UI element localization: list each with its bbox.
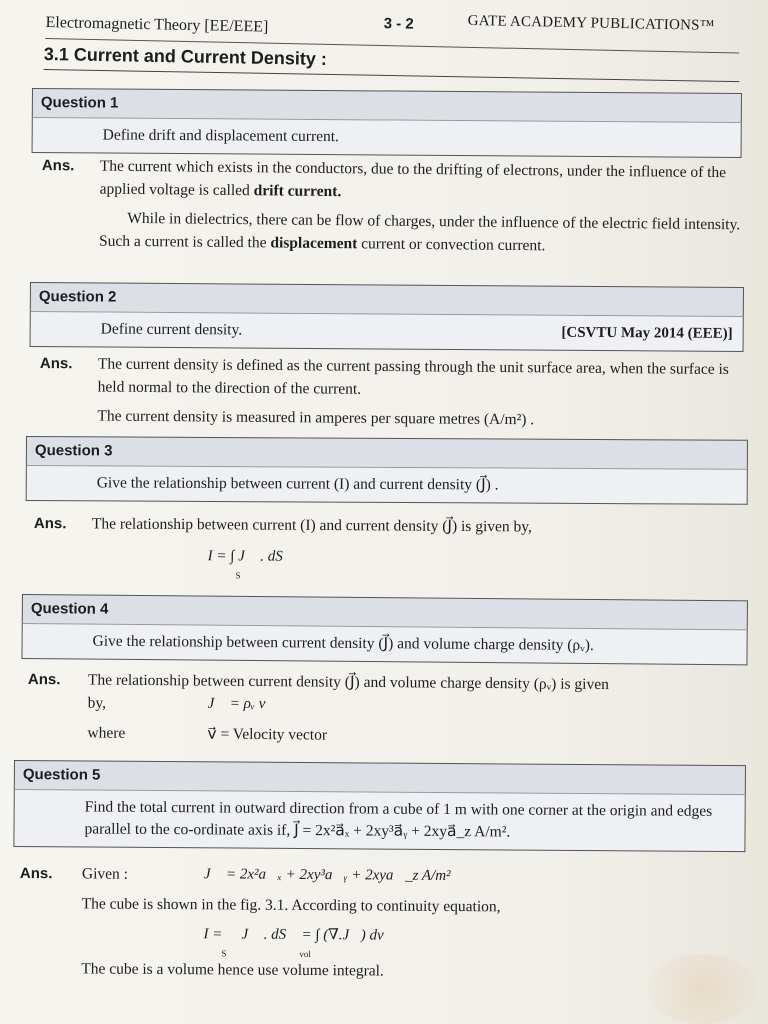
answer-2-label: Ans. — [39, 354, 73, 373]
paper-stain — [648, 954, 758, 1024]
answer-5-given-line — [82, 862, 746, 893]
answer-3-equation — [207, 544, 744, 581]
question-3-box — [26, 436, 748, 505]
answer-5-given-label: Given : — [81, 865, 129, 883]
question-4-label: Question 4 — [22, 594, 748, 629]
answer-4-where: where — [87, 724, 126, 742]
answer-2-para-1: The current density is defined as the current passing through the unit surface area, when the surface is held normal to the direction of the current. — [97, 355, 729, 398]
question-5-text: Find the total current in outward direction from a cube of 1 m with one corner at the origin and edges parallel to the co-ordinate axis if, J⃗ = 2x²a⃗ₓ + 2xy³a⃗ᵧ + 2xya⃗_z A/m². — [13, 789, 745, 852]
answer-3-text: The relationship between current (I) and current density (J⃗) is given by, — [91, 515, 532, 536]
answer-3-label: Ans. — [33, 514, 67, 533]
answer-2 — [39, 352, 744, 439]
answer-1 — [41, 154, 742, 265]
answer-5-line-2: The cube is shown in the fig. 3.1. According to continuity equation, — [81, 895, 501, 916]
section-title: 3.1 Current and Current Density : — [44, 44, 740, 82]
answer-1-para-2-tail: current or convection current. — [357, 235, 546, 255]
answer-5-line-3: The cube is a volume hence use volume integral. — [81, 960, 384, 980]
question-5-label: Question 5 — [14, 760, 746, 794]
answer-1-para-2-text: While in dielectrics, there can be flow of charges, under the influence of the electric field intensity. Such a current is called the — [99, 209, 741, 252]
answer-3-equation-subscript: S — [235, 570, 241, 581]
answer-1-para-1-text: The current which exists in the conductors, due to the drifting of electrons, under the influence of the applied voltage is called — [99, 157, 727, 200]
question-2-box — [30, 282, 744, 352]
answer-1-label: Ans. — [41, 156, 75, 175]
answer-1-term-displacement: displacement — [270, 234, 358, 253]
question-2-label: Question 2 — [30, 282, 744, 316]
question-1-box — [32, 88, 742, 158]
header-publisher: GATE ACADEMY PUBLICATIONS™ — [467, 12, 715, 35]
question-3-text: Give the relationship between current (I) and current density (J⃗) . — [26, 465, 748, 505]
answer-5-subscript-s: S — [221, 948, 227, 959]
answer-4 — [27, 668, 744, 753]
answer-4-text: The relationship between current density (J⃗) and volume charge density (ρᵥ) is given — [87, 671, 609, 694]
answer-5-subscript-vol: vol — [299, 948, 311, 960]
answer-5-continuity-equation-text: I = ∮ J⃗ . dS⃗ = ∫ (∇.J⃗) dv — [203, 926, 384, 944]
question-3-label: Question 3 — [26, 436, 748, 469]
question-5-box — [13, 760, 746, 852]
answer-4-label: Ans. — [27, 670, 61, 689]
answer-4-line-3 — [87, 722, 743, 754]
header-page-number: 3 - 2 — [383, 15, 414, 33]
question-1-label: Question 1 — [32, 88, 742, 122]
answer-4-by: by, — [87, 694, 107, 712]
header-book-title: Electromagnetic Theory [EE/EEE] — [45, 13, 269, 36]
answer-4-velocity-def: v⃗ = Velocity vector — [207, 725, 328, 744]
question-2-reference: [CSVTU May 2014 (EEE)] — [561, 324, 733, 342]
answer-3-equation-text: I = ∫ J⃗ . dS⃗ — [207, 548, 295, 565]
answer-1-para-2 — [99, 207, 741, 260]
question-2-body — [30, 311, 744, 352]
question-2-text: Define current density. — [100, 320, 243, 339]
answer-5 — [19, 862, 746, 985]
answer-5-continuity-equation — [203, 922, 745, 960]
answer-5-label: Ans. — [19, 864, 53, 883]
answer-1-term-drift: drift current. — [253, 182, 342, 201]
answer-4-equation: J⃗ = ρᵥ v⃗ — [207, 695, 278, 713]
answer-1-para-1 — [100, 155, 742, 208]
answer-4-line-2 — [88, 692, 744, 724]
answer-2-para-2: The current density is measured in amperes per square metres (A/m²) . — [97, 407, 535, 429]
question-1-text: Define drift and displacement current. — [32, 117, 742, 158]
question-4-text: Give the relationship between current density (J⃗) and volume charge density (ρᵥ). — [21, 623, 747, 665]
answer-5-given-equation: J⃗ = 2x²a⃗ₓ + 2xy³a⃗ᵧ + 2xya⃗_z A/m² — [203, 866, 451, 885]
answer-3 — [33, 512, 744, 581]
question-4-box — [21, 594, 748, 665]
